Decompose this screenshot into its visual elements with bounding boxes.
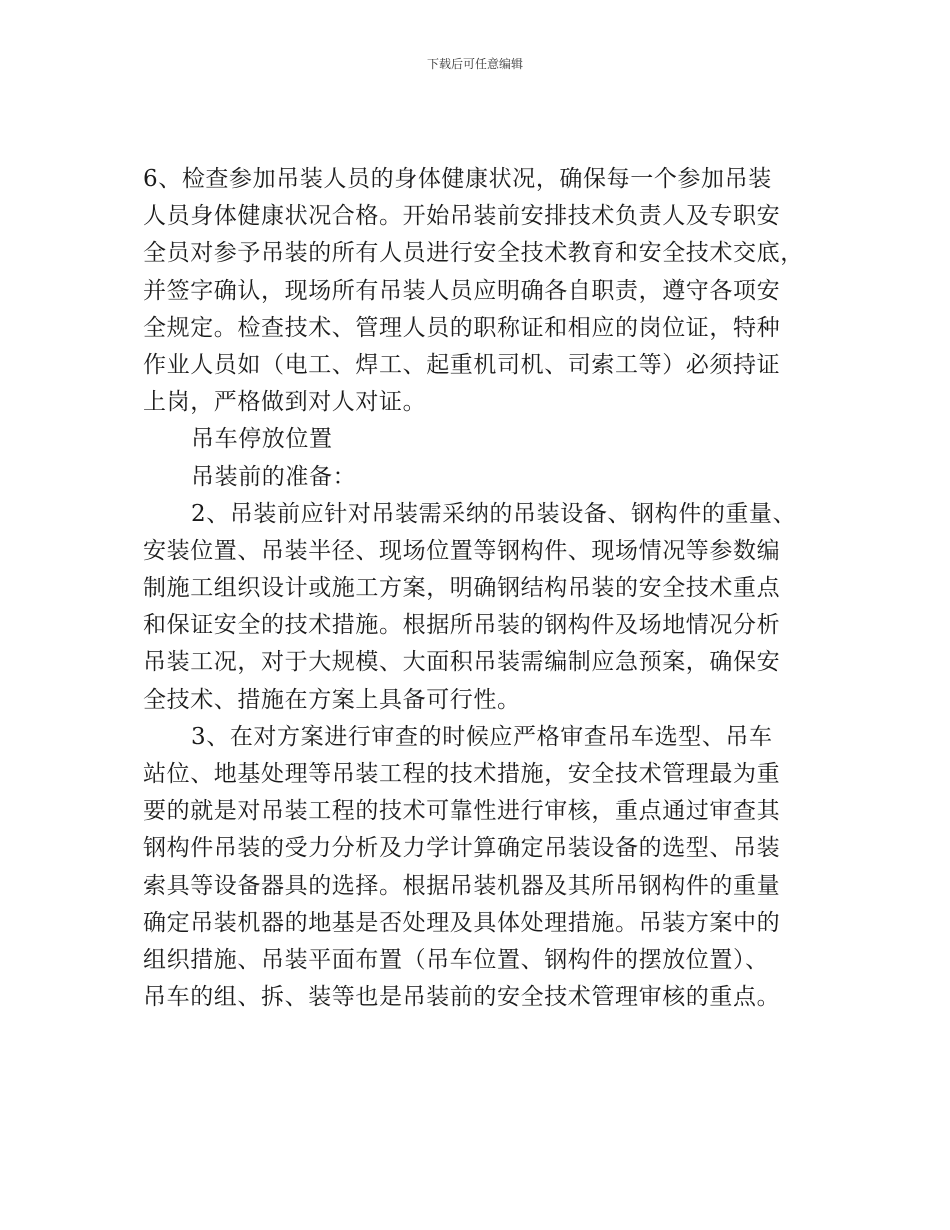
- text-line: 站位、地基处理等吊装工程的技术措施，安全技术管理最为重: [143, 761, 781, 787]
- heading-preparation: [143, 459, 833, 496]
- section-heading: 吊装前的准备：: [191, 463, 357, 490]
- text-line: 6、检查参加吊装人员的身体健康状况，确保每一个参加吊装: [143, 166, 772, 192]
- paragraph-personnel-check: [143, 161, 833, 421]
- text-line: 作业人员如（电工、焊工、起重机司机、司索工等）必须持证: [143, 351, 781, 378]
- section-heading: 吊车停放位置: [191, 426, 333, 453]
- text-line: 要的就是对吊装工程的技术可靠性进行审核，重点通过审查其: [143, 798, 781, 825]
- text-line: 2、吊装前应针对吊装需采纳的吊装设备、钢构件的重量、: [191, 500, 797, 527]
- text-line: 全规定。检查技术、管理人员的职称证和相应的岗位证，特种: [143, 314, 781, 341]
- text-line: 3、在对方案进行审查的时候应严格审查吊车选型、吊车: [191, 723, 773, 750]
- text-line: 确定吊装机器的地基是否处理及具体处理措施。吊装方案中的: [143, 909, 781, 936]
- text-line: 组织措施、吊装平面布置（吊车位置、钢构件的摆放位置）、: [143, 946, 769, 973]
- page-header: 下载后可任意编辑: [426, 57, 523, 71]
- document-body: [143, 161, 833, 1016]
- text-line: 全技术、措施在方案上具备可行性。: [143, 686, 521, 713]
- text-line: 吊装工况，对于大规模、大面积吊装需编制应急预案，确保安: [143, 649, 781, 676]
- paragraph-construction-plan: [143, 496, 833, 719]
- text-line: 和保证安全的技术措施。根据所吊装的钢构件及场地情况分析: [143, 612, 781, 639]
- text-line: 安装位置、吊装半径、现场位置等钢构件、现场情况等参数编: [143, 537, 781, 564]
- text-line: 制施工组织设计或施工方案，明确钢结构吊装的安全技术重点: [143, 575, 781, 602]
- text-line: 吊车的组、拆、装等也是吊装前的安全技术管理审核的重点。: [143, 984, 781, 1011]
- paragraph-plan-review: [143, 719, 833, 1017]
- text-line: 人员身体健康状况合格。开始吊装前安排技术负责人及专职安: [143, 203, 781, 230]
- text-line: 上岗，严格做到对人对证。: [143, 389, 427, 416]
- text-line: 钢构件吊装的受力分析及力学计算确定吊装设备的选型、吊装: [143, 835, 781, 862]
- text-line: 并签字确认，现场所有吊装人员应明确各自职责，遵守各项安: [143, 277, 781, 304]
- text-line: 全员对参予吊装的所有人员进行安全技术教育和安全技术交底，: [143, 240, 804, 267]
- text-line: 索具等设备器具的选择。根据吊装机器及其所吊钢构件的重量: [143, 872, 781, 899]
- heading-crane-position: [143, 421, 833, 458]
